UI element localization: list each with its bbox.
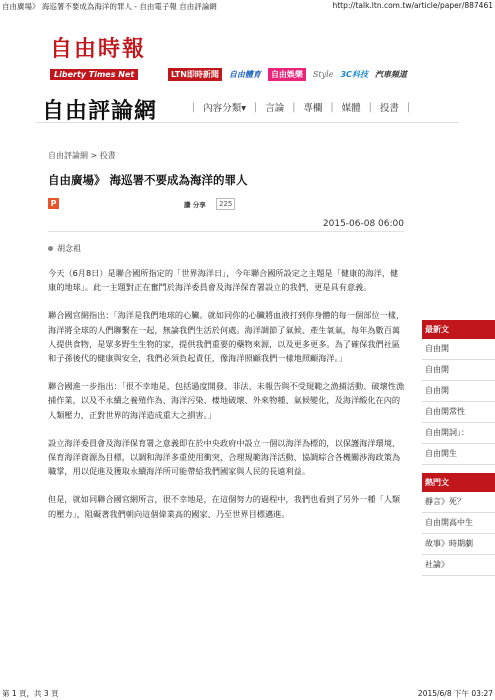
- latest-article-link[interactable]: 自由開: [422, 339, 495, 360]
- facebook-like-share-button[interactable]: 讚 分享: [184, 201, 206, 209]
- print-page-number: 第 1 頁，共 3 頁: [2, 689, 59, 698]
- masthead-english: Liberty Times Net: [50, 69, 138, 80]
- section-header: [36, 92, 459, 123]
- nav-opinion[interactable]: 言論: [265, 103, 285, 114]
- nav-divider: |: [253, 101, 258, 113]
- share-bar: [48, 196, 404, 212]
- print-page-title: 自由廣場》 海巡署不要成為海洋的罪人 - 自由電子報 自由評論網: [2, 2, 217, 11]
- main-nav: [184, 100, 418, 114]
- divider: [48, 231, 404, 232]
- author-name: 胡念祖: [57, 244, 81, 253]
- latest-article-link[interactable]: 自由開常性: [422, 402, 495, 423]
- nav-submission[interactable]: 投書: [379, 103, 399, 114]
- latest-article-link[interactable]: 自由開詞」：: [422, 423, 495, 444]
- print-page-url: http://talk.ltn.com.tw/article/paper/887461: [332, 1, 493, 10]
- bullet-icon: [48, 246, 53, 251]
- masthead-chinese: 自由時報: [50, 36, 147, 62]
- article-title: 自由廣場》 海巡署不要成為海洋的罪人: [48, 173, 248, 187]
- print-footer: [0, 688, 495, 700]
- talk-logo[interactable]: 自由評論網: [42, 99, 158, 124]
- popular-article-link[interactable]: 故事》時期劇: [422, 534, 495, 555]
- partner-links: [168, 66, 407, 82]
- article-paragraph: 但是，就如同聯合國官網所言，很不幸地是，在這個努力的過程中，我們也看到了另外一種「人類的壓力」，阻礙著我們朝向這個偉業高的國家、乃至世界目標邁進。: [48, 494, 401, 519]
- partner-style[interactable]: Style: [312, 69, 334, 79]
- breadcrumb[interactable]: 自由評論網 > 投書: [48, 151, 116, 160]
- popular-article-link[interactable]: 社論》: [422, 555, 495, 576]
- article-paragraph: 聯合國進一步指出：「很不幸地是，包括過度開發、非法、未報告與不受規範之漁捕活動、破壞性漁捕作業，以及不永續之養殖作為、海洋污染、棲地破壞、外來物種、氣候變化，及海洋酸化在內的人類壓力，正對世界的海洋造成重大之損害。」: [48, 381, 405, 420]
- nav-column[interactable]: 專欄: [303, 103, 323, 114]
- nav-divider: |: [368, 101, 372, 113]
- partner-3c-tech[interactable]: 3C科技: [340, 69, 368, 79]
- nav-divider: |: [406, 101, 411, 113]
- nav-divider: |: [192, 101, 196, 113]
- author-line: [48, 243, 81, 254]
- article-body: [48, 266, 405, 535]
- article-paragraph: 聯合國官網指出：「海洋是我們地球的心臟。就如同你的心臟將血液打到你身體的每一個部位一樣，海洋將全球的人們聯繫在一起，無論我們生活於何處。海洋調節了氣候、產生氧氣，每年為數百萬人提供食物，是眾多野生生物的家，提供我們重要的藥物來源，以及更多更多。為了確保我們社區和子孫後代的健康與安全，我們必須負起責任，像海洋照顧我們一樣地照顧海洋。」: [48, 310, 405, 364]
- partner-ltn-news[interactable]: LTN即時新聞: [168, 68, 222, 81]
- nav-category-menu[interactable]: 內容分類▾: [203, 103, 246, 114]
- partner-sports[interactable]: 自由體育: [228, 69, 261, 79]
- publish-date: 2015-06-08 06:00: [322, 219, 404, 229]
- print-header: [0, 0, 495, 12]
- nav-media[interactable]: 媒體: [341, 103, 361, 114]
- print-datetime: 2015/6/8 下午 03:27: [417, 689, 493, 698]
- sidebar: [422, 320, 495, 576]
- latest-articles-header[interactable]: 最新文: [422, 320, 495, 339]
- partner-auto[interactable]: 汽車頻道: [374, 69, 407, 79]
- article-paragraph: 今天（6月8日）是聯合國所指定的「世界海洋日」，今年聯合國所設定之主題是「健康的海洋，健康的地球」。此一主題對正在奮鬥於海洋委員會及海洋保育署設立的我們，更是具有意義。: [48, 268, 399, 293]
- nav-divider: |: [330, 101, 334, 113]
- partner-entertainment[interactable]: 自由娛樂: [268, 68, 306, 81]
- liberty-times-masthead[interactable]: [50, 36, 160, 81]
- article-paragraph: 設立海洋委員會及海洋保育署之意義即在於中央政府中設立一個以海洋為標的，以保護海洋環境、保育海洋資源為目標，以調和海洋多重使用衝突，合理規範海洋活動、協調綜合各機關涉海政策為職掌，用以促進及獲取永續海洋所可能帶給我們國家與人民的長遠利益。: [48, 437, 401, 477]
- photo-icon[interactable]: P: [48, 198, 59, 209]
- popular-article-link[interactable]: 靜言》死？: [422, 492, 495, 513]
- latest-article-link[interactable]: 自由開生: [422, 444, 495, 465]
- popular-article-link[interactable]: 自由開高中生: [422, 513, 495, 534]
- latest-article-link[interactable]: 自由開: [422, 381, 495, 402]
- latest-article-link[interactable]: 自由開: [422, 360, 495, 381]
- nav-divider: |: [292, 101, 296, 113]
- share-count: 225: [216, 198, 235, 210]
- popular-articles-header[interactable]: 熱門文: [422, 473, 495, 492]
